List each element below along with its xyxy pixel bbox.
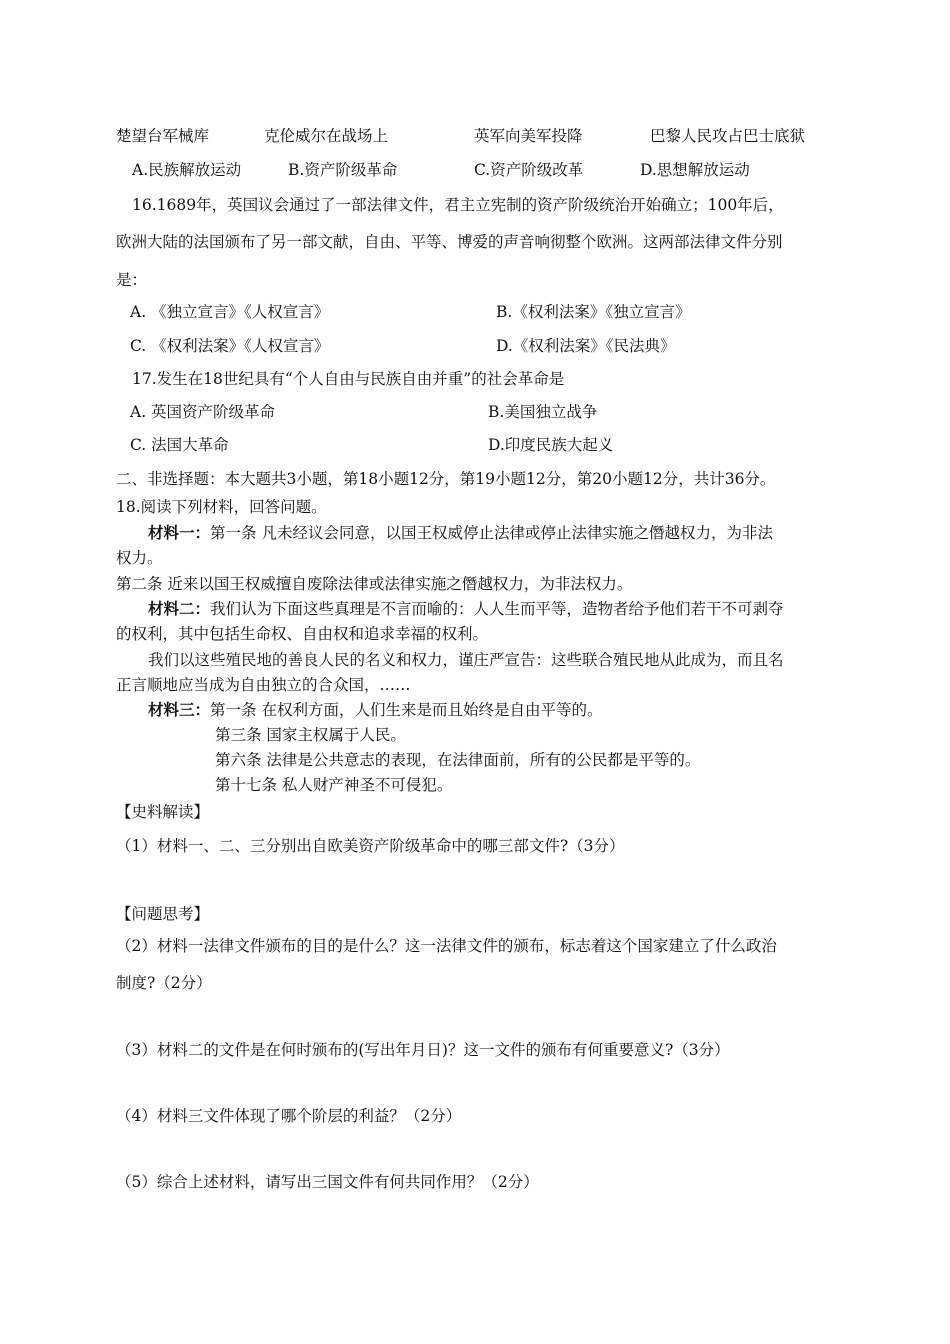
q15-option-a: A.民族解放运动 xyxy=(132,161,242,179)
question-5: （5）综合上述材料，请写出三国文件有何共同作用？（2分） xyxy=(116,1173,539,1191)
material1-label: 材料一： xyxy=(148,523,211,542)
q17-option-a: A. 英国资产阶级革命 xyxy=(130,403,276,421)
q17-option-d: D.印度民族大起义 xyxy=(488,436,614,454)
q16-stem-line1: 16.1689年，英国议会通过了一部法律文件，君主立宪制的资产阶级统治开始确立；100年后， xyxy=(132,196,784,214)
q15-option-d: D.思想解放运动 xyxy=(640,161,750,179)
material3-label: 材料三： xyxy=(148,700,211,719)
material3-line4: 第十七条 私人财产神圣不可侵犯。 xyxy=(215,776,453,794)
material3-line1 xyxy=(148,700,602,720)
material1-line2: 权力。 xyxy=(116,549,163,567)
caption-surrender: 英军向美军投降 xyxy=(474,127,583,145)
q15-option-b: B.资产阶级革命 xyxy=(288,161,398,179)
material2-line2: 的权利，其中包括生命权、自由权和追求幸福的权利。 xyxy=(116,625,489,643)
q16-option-b: B.《权利法案》《独立宣言》 xyxy=(496,303,691,321)
caption-cromwell: 克伦威尔在战场上 xyxy=(264,127,389,145)
material2-line4: 正言顺地应当成为自由独立的合众国，…… xyxy=(116,676,411,694)
question-1: （1）材料一、二、三分别出自欧美资产阶级革命中的哪三部文件?（3分） xyxy=(116,837,625,855)
q16-option-c: C. 《权利法案》《人权宣言》 xyxy=(130,337,330,355)
caption-armory: 楚望台军械库 xyxy=(116,127,210,145)
material1-text: 第一条 凡未经议会同意，以国王权威停止法律或停止法律实施之僭越权力，为非法 xyxy=(210,524,773,542)
q17-stem: 17.发生在18世纪具有“个人自由与民族自由并重”的社会革命是 xyxy=(132,370,565,388)
material3-line3: 第六条 法律是公共意志的表现，在法律面前，所有的公民都是平等的。 xyxy=(215,751,701,769)
q17-option-b: B.美国独立战争 xyxy=(488,403,598,421)
q17-option-c: C. 法国大革命 xyxy=(130,436,229,454)
question-4: （4）材料三文件体现了哪个阶层的利益？（2分） xyxy=(116,1107,462,1125)
question-2-line1: （2）材料一法律文件颁布的目的是什么？这一法律文件的颁布，标志着这个国家建立了什么政治 xyxy=(116,937,777,955)
material1-line3: 第二条 近来以国王权威擅自废除法律或法律实施之僭越权力，为非法权力。 xyxy=(116,575,633,593)
q16-stem-line3: 是： xyxy=(116,271,148,289)
thinking-heading: 【问题思考】 xyxy=(116,905,210,923)
q18-intro: 18.阅读下列材料，回答问题。 xyxy=(116,498,327,516)
q16-option-a: A. 《独立宣言》《人权宣言》 xyxy=(130,303,330,321)
material2-line1 xyxy=(148,599,784,619)
q15-option-c: C.资产阶级改革 xyxy=(474,161,584,179)
material2-line3: 我们以这些殖民地的善良人民的名义和权力，谨庄严宣告：这些联合殖民地从此成为，而且名 xyxy=(148,651,784,669)
caption-bastille: 巴黎人民攻占巴士底狱 xyxy=(650,127,806,145)
question-2-line2: 制度?（2分） xyxy=(116,974,212,992)
material2-label: 材料二： xyxy=(148,599,211,618)
q16-option-d: D.《权利法案》《民法典》 xyxy=(496,337,676,355)
q16-stem-line2: 欧洲大陆的法国颁布了另一部文献，自由、平等、博爱的声音响彻整个欧洲。这两部法律文件分别 xyxy=(116,233,783,251)
material2-text: 我们认为下面这些真理是不言而喻的：人人生而平等，造物者给予他们若干不可剥夺 xyxy=(210,600,784,618)
material3-text: 第一条 在权利方面，人们生来是而且始终是自由平等的。 xyxy=(210,701,603,719)
section2-heading: 二、非选择题：本大题共3小题，第18小题12分，第19小题12分，第20小题12分，共计36分。 xyxy=(116,470,776,488)
material1-line1 xyxy=(148,523,773,543)
interpretation-heading: 【史料解读】 xyxy=(116,803,210,821)
question-3: （3）材料二的文件是在何时颁布的(写出年月日)？这一文件的颁布有何重要意义?（3分） xyxy=(116,1041,730,1059)
material3-line2: 第三条 国家主权属于人民。 xyxy=(215,726,406,744)
